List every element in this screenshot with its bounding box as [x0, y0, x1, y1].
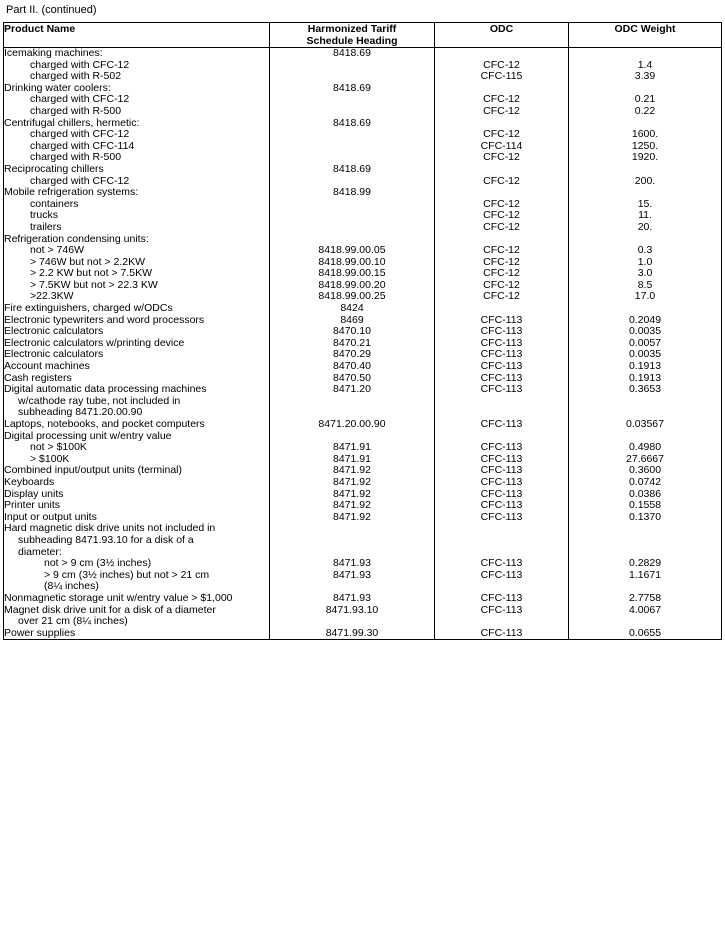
cell-hts-line: 8470.50 [333, 371, 371, 384]
cell-odc-line: CFC-113 [480, 452, 523, 465]
cell-odc-weight [569, 118, 722, 164]
cell-odc-line: CFC-115 [480, 70, 523, 83]
cell-odc-line: CFC-113 [480, 441, 523, 454]
product-name-line: Drinking water coolers: [4, 81, 111, 94]
product-name-line: over 21 cm (8¼ inches) [18, 615, 128, 628]
spacer-line [569, 523, 721, 535]
product-name-line: Nonmagnetic storage unit w/entry value > $1,000 [4, 591, 233, 604]
table-row [4, 593, 722, 605]
cell-odc-weight-line: 0.21 [634, 93, 656, 106]
cell-odc-line: CFC-113 [480, 383, 523, 396]
cell-hts-line: 8418.99.00.10 [318, 255, 386, 268]
column-header-product-name: Product Name [4, 23, 270, 48]
product-name-line: > $100K [30, 452, 70, 465]
cell-hts-line: 8471.91 [333, 452, 371, 465]
cell-hts [270, 361, 435, 373]
cell-odc-line: CFC-113 [480, 487, 523, 500]
product-name-line: not > $100K [30, 441, 87, 454]
table-row [4, 164, 722, 187]
table-row [4, 558, 722, 570]
product-name-line: diameter: [18, 545, 62, 558]
cell-odc-weight [569, 523, 722, 558]
product-name-line: trailers [30, 220, 62, 233]
cell-product-name [4, 187, 270, 233]
cell-hts-line: 8471.92 [333, 464, 371, 477]
cell-odc-line: CFC-113 [480, 510, 523, 523]
cell-odc [435, 164, 569, 187]
product-name-line: > 7.5KW but not > 22.3 KW [30, 278, 158, 291]
cell-hts [270, 118, 435, 164]
cell-product-name [4, 361, 270, 373]
cell-product-name [4, 523, 270, 558]
cell-odc [435, 628, 569, 640]
odc-products-table [3, 22, 722, 640]
cell-odc [435, 593, 569, 605]
product-name-line: charged with R-500 [30, 151, 122, 164]
cell-odc-weight-line: 0.0655 [628, 626, 662, 639]
table-row [4, 605, 722, 628]
product-name-line: Electronic calculators [4, 348, 104, 361]
cell-hts-line: 8418.69 [333, 162, 371, 175]
product-name-line: Electronic typewriters and word processors [4, 313, 205, 326]
cell-odc-weight [569, 477, 722, 489]
cell-hts-line: 8418.69 [333, 81, 371, 94]
cell-product-name [4, 83, 270, 118]
cell-product-name [4, 558, 270, 570]
table-row [4, 361, 722, 373]
spacer-line [569, 187, 721, 199]
product-name-line: >22.3KW [30, 290, 74, 303]
product-name-line: Electronic calculators [4, 325, 104, 338]
table-row [4, 570, 722, 593]
product-name-line: Display units [4, 487, 64, 500]
cell-odc-weight-line: 200. [634, 174, 656, 187]
cell-odc-weight [569, 558, 722, 570]
cell-odc-weight-line: 3.39 [634, 70, 656, 83]
table-header-row [4, 23, 722, 48]
column-header-odc: ODC [435, 23, 569, 48]
cell-odc-line: CFC-113 [480, 591, 523, 604]
product-name-line: Cash registers [4, 371, 72, 384]
cell-product-name [4, 500, 270, 512]
product-name-line: > 746W but not > 2.2KW [30, 255, 145, 268]
cell-odc-line: CFC-12 [483, 174, 520, 187]
product-name-line: Power supplies [4, 626, 76, 639]
product-name-line: Keyboards [4, 475, 55, 488]
cell-odc-weight [569, 48, 722, 83]
cell-odc-weight-line: 27.6667 [626, 452, 664, 465]
table-row [4, 500, 722, 512]
cell-product-name [4, 570, 270, 593]
cell-hts [270, 523, 435, 558]
cell-odc-weight-line: 0.3 [637, 244, 653, 257]
product-name-line: charged with CFC-114 [30, 139, 135, 152]
cell-odc-weight-line: 0.1370 [628, 510, 662, 523]
cell-hts [270, 477, 435, 489]
spacer-line [435, 303, 568, 315]
cell-odc-line: CFC-113 [480, 360, 523, 373]
cell-hts-line: 8424 [340, 302, 364, 315]
table-row [4, 477, 722, 489]
cell-hts [270, 558, 435, 570]
cell-odc-line: CFC-113 [480, 418, 523, 430]
cell-odc-weight [569, 431, 722, 466]
cell-odc-line: CFC-113 [480, 313, 523, 326]
cell-hts-line: 8471.92 [333, 487, 371, 500]
product-name-line: Icemaking machines: [4, 47, 103, 59]
cell-product-name [4, 48, 270, 83]
cell-odc-weight-line: 2.7758 [628, 591, 662, 604]
cell-hts-line: 8471.93 [333, 557, 371, 570]
cell-odc [435, 570, 569, 593]
cell-hts [270, 431, 435, 466]
cell-odc-line: CFC-113 [480, 325, 523, 338]
cell-odc [435, 431, 569, 466]
cell-hts-line: 8471.20.00.90 [318, 418, 386, 430]
cell-odc-line: CFC-12 [483, 151, 520, 164]
cell-hts-line: 8471.92 [333, 475, 371, 488]
cell-odc-line: CFC-113 [480, 371, 523, 384]
cell-hts [270, 48, 435, 83]
cell-odc-line: CFC-113 [480, 475, 523, 488]
cell-odc [435, 303, 569, 315]
cell-product-name [4, 628, 270, 640]
cell-odc-weight-line: 17.0 [634, 290, 656, 303]
cell-product-name [4, 234, 270, 304]
cell-odc-line: CFC-113 [480, 499, 523, 512]
product-name-line: Hard magnetic disk drive units not included in [4, 522, 216, 535]
cell-odc-line: CFC-12 [483, 220, 520, 233]
cell-odc-weight-line: 1.0 [637, 255, 653, 268]
cell-odc [435, 187, 569, 233]
table-row [4, 48, 722, 83]
cell-hts [270, 500, 435, 512]
cell-odc-weight-line: 1.4 [637, 58, 653, 71]
cell-odc-line: CFC-113 [480, 603, 523, 616]
cell-hts [270, 570, 435, 593]
cell-hts [270, 164, 435, 187]
cell-product-name [4, 477, 270, 489]
cell-hts-line: 8471.92 [333, 499, 371, 512]
cell-odc-line: CFC-12 [483, 128, 520, 141]
product-name-line: Centrifugal chillers, hermetic: [4, 116, 140, 129]
cell-hts-line: 8471.99.30 [325, 626, 379, 639]
cell-product-name [4, 384, 270, 419]
cell-odc [435, 477, 569, 489]
cell-odc-line: CFC-113 [480, 626, 523, 639]
cell-hts-line: 8469 [340, 313, 364, 326]
cell-hts-line: 8471.92 [333, 510, 371, 523]
cell-odc [435, 48, 569, 83]
cell-odc-weight-line: 20. [637, 220, 653, 233]
cell-hts-line: 8471.93 [333, 591, 371, 604]
cell-product-name [4, 419, 270, 431]
product-name-line: Mobile refrigeration systems: [4, 186, 139, 199]
cell-odc-weight-line: 0.3600 [628, 464, 662, 477]
cell-odc-line: CFC-113 [480, 568, 523, 581]
cell-odc-weight-line: 3.0 [637, 267, 653, 280]
cell-odc-line: CFC-113 [480, 464, 523, 477]
spacer-line [270, 523, 434, 535]
cell-odc-line: CFC-113 [480, 557, 523, 570]
cell-odc-line: CFC-12 [483, 197, 520, 210]
cell-product-name [4, 431, 270, 466]
table-row [4, 303, 722, 315]
cell-hts [270, 234, 435, 304]
cell-odc-weight [569, 419, 722, 431]
product-name-line: charged with CFC-12 [30, 58, 130, 71]
cell-odc-weight-line: 0.3653 [628, 383, 662, 396]
cell-hts-line: 8471.93.10 [325, 603, 379, 616]
product-name-line: > 2.2 KW but not > 7.5KW [30, 267, 152, 280]
product-name-line: Printer units [4, 499, 61, 512]
cell-odc-line: CFC-12 [483, 267, 520, 280]
cell-odc-line: CFC-12 [483, 290, 520, 303]
cell-odc-weight-line: 0.0386 [628, 487, 662, 500]
table-row [4, 83, 722, 118]
cell-odc [435, 83, 569, 118]
cell-hts-line: 8470.40 [333, 360, 371, 373]
product-name-line: Fire extinguishers, charged w/ODCs [4, 302, 173, 315]
cell-odc [435, 419, 569, 431]
column-header-hts-line1: Harmonized Tariff [307, 23, 397, 35]
table-row [4, 384, 722, 419]
cell-odc-weight-line: 0.2829 [628, 557, 662, 570]
table-header [4, 23, 722, 48]
product-name-line: Combined input/output units (terminal) [4, 464, 183, 477]
cell-product-name [4, 164, 270, 187]
cell-odc [435, 234, 569, 304]
cell-odc-line: CFC-12 [483, 93, 520, 106]
cell-odc-weight [569, 605, 722, 628]
table-row [4, 419, 722, 431]
cell-hts-line: 8418.69 [333, 116, 371, 129]
cell-odc-weight-line: 1.1671 [628, 568, 662, 581]
table-row [4, 628, 722, 640]
cell-odc-weight [569, 628, 722, 640]
cell-odc [435, 118, 569, 164]
cell-odc-weight [569, 164, 722, 187]
product-name-line: containers [30, 197, 79, 210]
cell-hts [270, 187, 435, 233]
cell-odc-weight-line: 0.2049 [628, 313, 662, 326]
cell-odc-line: CFC-12 [483, 104, 520, 117]
cell-product-name [4, 593, 270, 605]
product-name-line: Account machines [4, 360, 90, 373]
cell-odc-line: CFC-12 [483, 244, 520, 257]
cell-odc-line: CFC-12 [483, 58, 520, 71]
cell-odc-weight-line: 0.0035 [628, 325, 662, 338]
cell-hts-line: 8418.99.00.25 [318, 290, 386, 303]
cell-odc-weight-line: 11. [638, 209, 652, 222]
product-name-line: subheading 8471.20.00.90 [18, 406, 143, 419]
product-name-line: charged with CFC-12 [30, 174, 130, 187]
spacer-line [435, 523, 568, 535]
product-name-line: Magnet disk drive unit for a disk of a diameter [4, 603, 216, 616]
cell-odc-weight [569, 384, 722, 419]
cell-hts [270, 419, 435, 431]
cell-odc-weight [569, 303, 722, 315]
cell-product-name [4, 605, 270, 628]
cell-odc-weight-line: 0.1558 [628, 499, 662, 512]
cell-product-name [4, 118, 270, 164]
table-row [4, 187, 722, 233]
cell-odc-weight-line: 0.0035 [628, 348, 662, 361]
product-name-line: Digital automatic data processing machines [4, 383, 207, 396]
product-name-line: Digital processing unit w/entry value [4, 429, 172, 442]
cell-odc-weight-line: 0.03567 [626, 418, 664, 430]
cell-hts-line: 8471.20 [333, 383, 371, 396]
product-name-line: > 9 cm (3½ inches) but not > 21 cm [44, 568, 210, 581]
cell-odc-weight-line: 1250. [631, 139, 659, 152]
spacer-line [569, 303, 721, 315]
cell-odc-weight [569, 593, 722, 605]
cell-hts-line: 8418.99.00.20 [318, 278, 386, 291]
product-name-line: Electronic calculators w/printing device [4, 336, 185, 349]
table-row [4, 431, 722, 466]
cell-hts [270, 605, 435, 628]
cell-odc [435, 384, 569, 419]
product-name-line: (8¼ inches) [44, 580, 99, 593]
table-row [4, 234, 722, 304]
cell-odc-weight [569, 570, 722, 593]
cell-odc-weight [569, 234, 722, 304]
spacer-line [435, 187, 568, 199]
cell-odc [435, 361, 569, 373]
cell-odc [435, 558, 569, 570]
cell-odc-weight-line: 0.22 [634, 104, 656, 117]
cell-hts-line: 8470.29 [333, 348, 371, 361]
cell-hts-line: 8418.99 [333, 186, 371, 199]
product-name-line: charged with R-500 [30, 104, 122, 117]
cell-odc-line: CFC-113 [480, 336, 523, 349]
table-row [4, 523, 722, 558]
product-name-line: charged with R-502 [30, 70, 122, 83]
product-name-line: not > 746W [30, 244, 84, 257]
cell-product-name [4, 303, 270, 315]
cell-odc-weight [569, 83, 722, 118]
cell-odc-line: CFC-12 [483, 255, 520, 268]
cell-hts-line: 8418.99.00.15 [318, 267, 386, 280]
cell-odc-line: CFC-12 [483, 209, 520, 222]
cell-odc-weight-line: 1600. [631, 128, 659, 141]
table-body [4, 48, 722, 640]
spacer-line [569, 164, 721, 176]
cell-hts-line: 8418.69 [333, 47, 371, 59]
part-label: Part II. (continued) [6, 4, 97, 16]
product-name-line: Refrigeration condensing units: [4, 232, 149, 245]
cell-odc-weight-line: 0.1913 [628, 360, 662, 373]
cell-hts [270, 384, 435, 419]
cell-hts-line: 8418.99.00.05 [318, 244, 386, 257]
cell-hts [270, 83, 435, 118]
cell-odc-weight-line: 1920. [631, 151, 659, 164]
cell-odc-weight-line: 0.4980 [628, 441, 662, 454]
spacer-line [435, 48, 568, 60]
cell-odc-weight [569, 361, 722, 373]
product-name-line: Laptops, notebooks, and pocket computers [4, 418, 205, 430]
product-name-line: Reciprocating chillers [4, 162, 104, 175]
cell-odc-weight-line: 0.0057 [628, 336, 662, 349]
cell-hts [270, 628, 435, 640]
cell-odc-weight-line: 8.5 [637, 278, 653, 291]
cell-hts-line: 8470.21 [333, 336, 371, 349]
cell-odc-weight [569, 500, 722, 512]
column-header-hts-line2: Schedule Heading [306, 35, 398, 47]
product-name-line: not > 9 cm (3½ inches) [44, 557, 152, 570]
cell-odc [435, 500, 569, 512]
cell-odc-weight [569, 187, 722, 233]
cell-hts [270, 593, 435, 605]
table-row [4, 118, 722, 164]
cell-odc-line: CFC-114 [480, 139, 523, 152]
cell-odc [435, 605, 569, 628]
cell-odc-line: CFC-12 [483, 278, 520, 291]
cell-odc-weight-line: 0.1913 [628, 371, 662, 384]
cell-odc-weight-line: 15. [637, 197, 653, 210]
cell-hts-line: 8471.91 [333, 441, 371, 454]
product-name-line: Input or output units [4, 510, 97, 523]
cell-hts [270, 303, 435, 315]
cell-hts-line: 8471.93 [333, 568, 371, 581]
product-name-line: w/cathode ray tube, not included in [18, 394, 181, 407]
product-name-line: trucks [30, 209, 59, 222]
product-name-line: subheading 8471.93.10 for a disk of a [18, 533, 194, 546]
column-header-hts [270, 23, 435, 48]
cell-odc-weight-line: 4.0067 [628, 603, 662, 616]
spacer-line [435, 164, 568, 176]
column-header-odc-weight: ODC Weight [569, 23, 722, 48]
spacer-line [569, 48, 721, 60]
product-name-line: charged with CFC-12 [30, 128, 130, 141]
cell-hts-line: 8470.10 [333, 325, 371, 338]
cell-odc-weight-line: 0.0742 [628, 475, 662, 488]
cell-odc [435, 523, 569, 558]
cell-odc-line: CFC-113 [480, 348, 523, 361]
product-name-line: charged with CFC-12 [30, 93, 130, 106]
